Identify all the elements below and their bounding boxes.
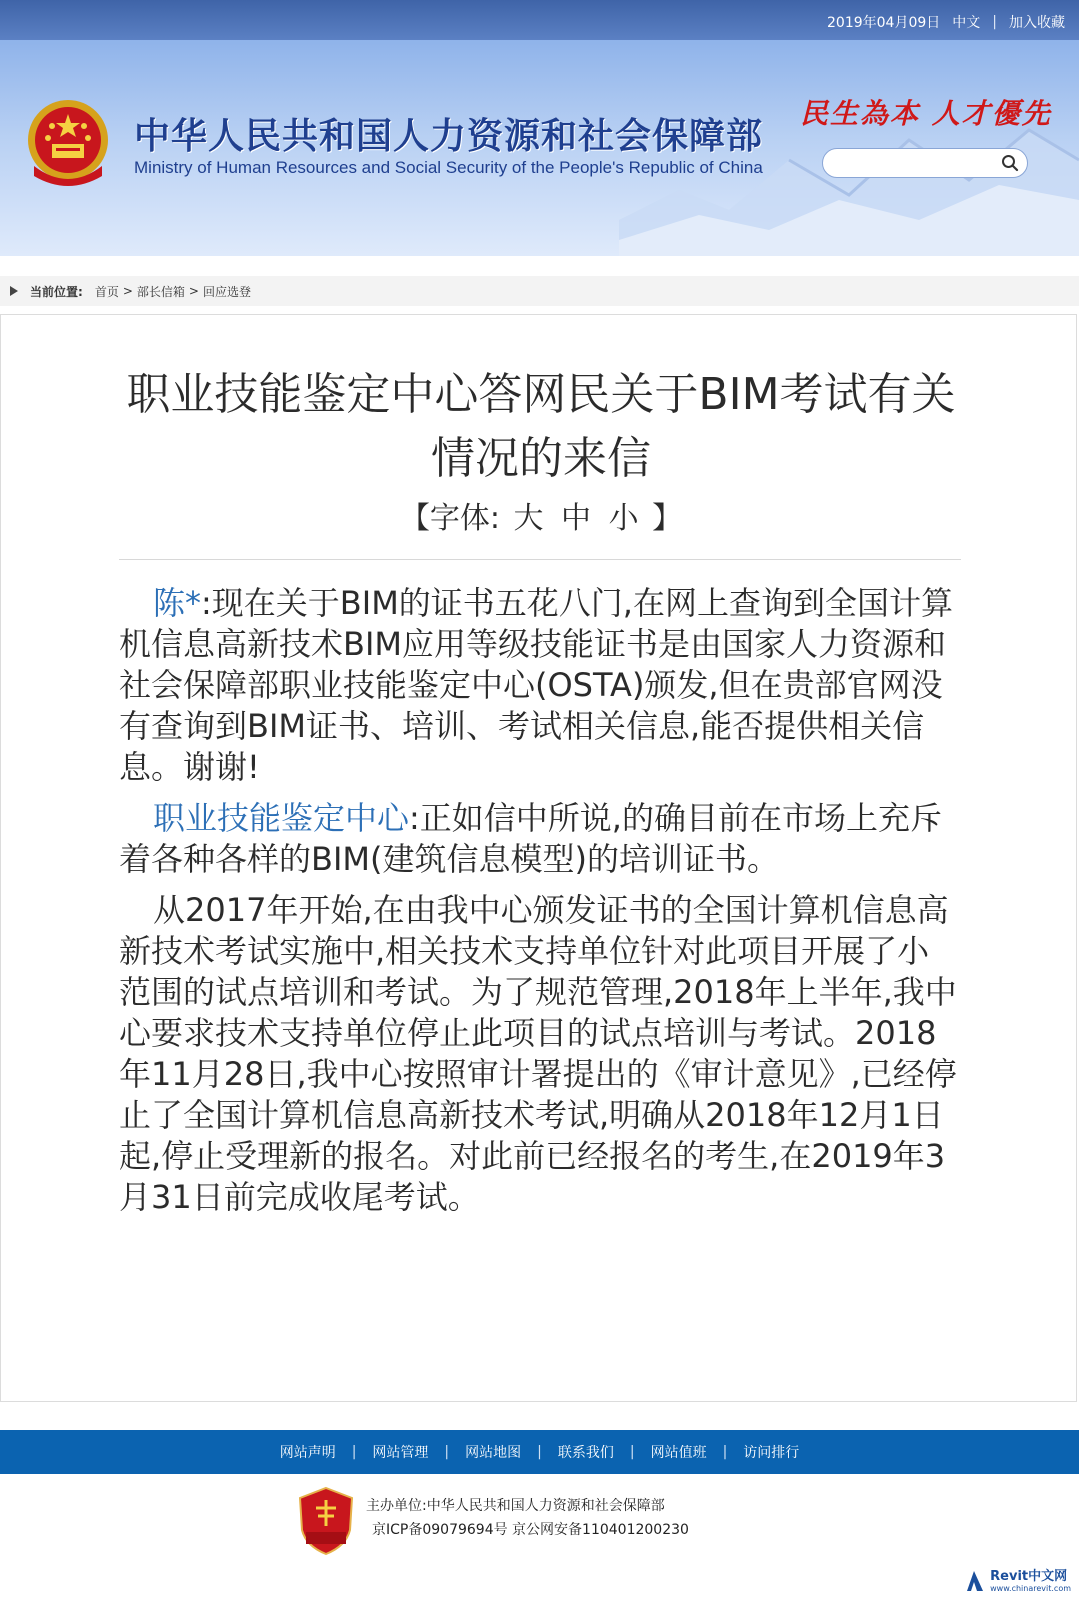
separator: | — [992, 14, 997, 30]
site-slogan: 民生為本 人才優先 — [800, 97, 1052, 130]
answer-speaker: 职业技能鉴定中心 — [153, 799, 410, 837]
article-panel — [0, 314, 1077, 1402]
host-organization: 主办单位:中华人民共和国人力资源和社会保障部 — [366, 1498, 665, 1514]
watermark-text: Revit中文网 — [990, 1568, 1068, 1584]
top-utility-links — [827, 12, 1065, 32]
font-size-medium-button[interactable]: 中 — [561, 501, 592, 536]
current-date: 2019年04月09日 — [827, 15, 941, 31]
font-size-large-button[interactable]: 大 — [513, 501, 544, 536]
site-subtitle: Ministry of Human Resources and Social Security of the People's Republic of China — [134, 158, 763, 177]
article-body — [119, 583, 959, 1228]
breadcrumb — [0, 276, 1079, 306]
search-box[interactable] — [822, 148, 1028, 178]
footer-separator: | — [537, 1444, 542, 1460]
answer-paragraph — [119, 798, 959, 880]
breadcrumb-separator: > — [188, 284, 199, 298]
government-site-badge-icon[interactable] — [296, 1486, 356, 1556]
site-title: 中华人民共和国人力资源和社会保障部 — [134, 116, 764, 157]
footer-separator: | — [722, 1444, 728, 1460]
breadcrumb-separator: > — [122, 284, 133, 298]
footer-link-duty[interactable]: 网站值班 — [650, 1445, 707, 1461]
watermark — [964, 1569, 1071, 1593]
icp-record: 京ICP备09079694号 京公网安备110401200230 — [372, 1522, 689, 1538]
footer-link-sitemap[interactable]: 网站地图 — [465, 1445, 522, 1461]
footer-link-ranking[interactable]: 访问排行 — [743, 1445, 800, 1461]
title-divider — [119, 559, 961, 560]
font-size-suffix: 】 — [652, 501, 683, 536]
footer-link-statement[interactable]: 网站声明 — [279, 1445, 336, 1461]
top-utility-bar — [0, 0, 1079, 40]
footer-link-management[interactable]: 网站管理 — [372, 1445, 429, 1461]
footer-info — [0, 1474, 1079, 1601]
footer-separator: | — [351, 1444, 357, 1460]
search-input[interactable] — [835, 153, 999, 175]
question-text: :现在关于BIM的证书五花八门,在网上查询到全国计算机信息高新技术BIM应用等级技能证书是由国家人力资源和社会保障部职业技能鉴定中心(OSTA)颁发,但在贵部官网没有查询到BIM证书、培训、考试相关信息,能否提供相关信息。谢谢! — [119, 584, 953, 786]
font-size-selector — [121, 493, 961, 537]
add-favorite-link[interactable]: 加入收藏 — [1009, 15, 1065, 31]
answer-text: :正如信中所说,的确目前在市场上充斥着各种各样的BIM(建筑信息模型)的培训证书。 — [119, 799, 942, 878]
font-size-small-button[interactable]: 小 — [608, 501, 639, 536]
footer-separator: | — [629, 1444, 635, 1460]
breadcrumb-item-home[interactable]: 首页 — [94, 284, 119, 299]
language-link[interactable]: 中文 — [952, 15, 981, 31]
footer-link-contact[interactable]: 联系我们 — [557, 1445, 614, 1461]
breadcrumb-arrow-icon — [10, 286, 18, 296]
breadcrumb-label: 当前位置: — [30, 284, 83, 299]
revit-logo-icon — [964, 1569, 986, 1593]
footer-nav — [0, 1430, 1079, 1474]
search-icon[interactable] — [1001, 154, 1019, 172]
article-title: 职业技能鉴定中心答网民关于BIM考试有关情况的来信 — [126, 369, 956, 484]
watermark-url: www.chinarevit.com — [990, 1583, 1071, 1593]
footer-separator: | — [444, 1444, 450, 1460]
question-speaker: 陈* — [153, 584, 202, 622]
breadcrumb-item-mailbox[interactable]: 部长信箱 — [136, 284, 185, 299]
font-size-prefix: 【字体: — [399, 501, 500, 536]
breadcrumb-item-responses[interactable]: 回应选登 — [202, 284, 251, 299]
header-banner — [0, 40, 1079, 256]
national-emblem-icon — [22, 96, 114, 192]
footer-text — [366, 1494, 689, 1542]
answer-paragraph-2: 从2017年开始,在由我中心颁发证书的全国计算机信息高新技术考试实施中,相关技术支持单位针对此项目开展了小范围的试点培训和考试。为了规范管理,2018年上半年,我中心要求技术支持单位停止此项目的试点培训与考试。2018年11月28日,我中心按照审计署提出的《审计意见》,已经停止了全国计算机信息高新技术考试,明确从2018年12月1日起,停止受理新的报名。对此前已经报名的考生,在2019年3月31日前完成收尾考试。 — [119, 891, 957, 1216]
question-paragraph — [119, 583, 959, 788]
